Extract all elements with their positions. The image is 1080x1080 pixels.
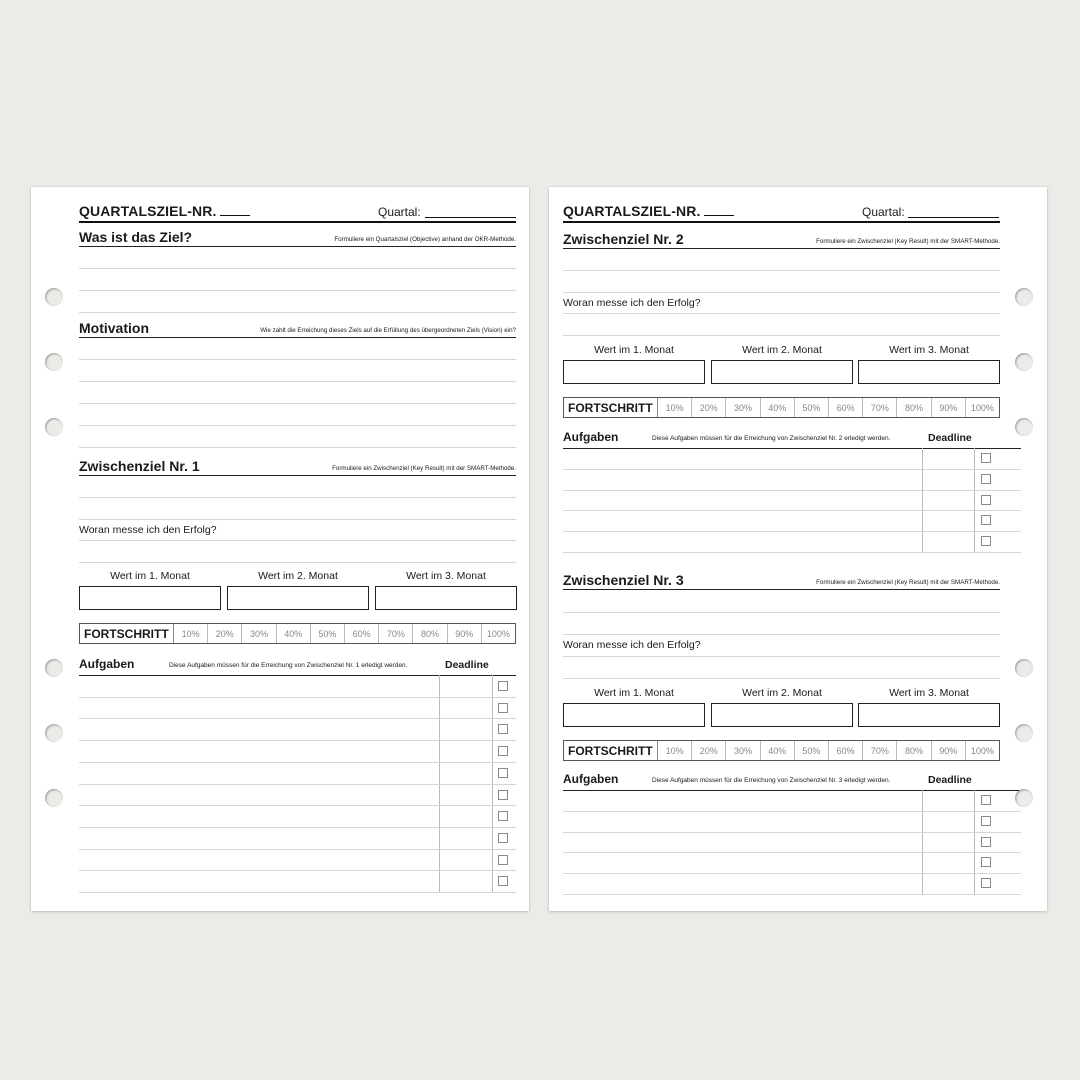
punch-hole: [1015, 353, 1033, 371]
task-checkbox[interactable]: [981, 837, 991, 847]
month-1-value-box[interactable]: [79, 586, 221, 610]
progress-step[interactable]: 80%: [413, 624, 447, 643]
progress-step[interactable]: 90%: [932, 398, 966, 417]
tasks-title: Aufgaben: [563, 430, 619, 444]
task-checkbox[interactable]: [981, 536, 991, 546]
goal-number-blank[interactable]: [704, 204, 734, 216]
check-divider: [974, 790, 975, 894]
task-checkbox[interactable]: [981, 495, 991, 505]
planner-page-left: [31, 187, 529, 911]
task-row[interactable]: [563, 531, 1021, 532]
progress-step[interactable]: 60%: [345, 624, 379, 643]
writing-line[interactable]: [79, 562, 516, 563]
writing-line[interactable]: [79, 359, 516, 360]
task-checkbox[interactable]: [498, 790, 508, 800]
task-row[interactable]: [563, 811, 1021, 812]
progress-step[interactable]: 30%: [726, 741, 760, 760]
progress-step[interactable]: 70%: [379, 624, 413, 643]
progress-step[interactable]: 30%: [242, 624, 276, 643]
writing-line[interactable]: [79, 540, 516, 541]
progress-label: FORTSCHRITT: [80, 624, 174, 643]
progress-step[interactable]: 70%: [863, 741, 897, 760]
task-checkbox[interactable]: [498, 703, 508, 713]
month-1-label: Wert im 1. Monat: [594, 687, 674, 699]
month-1-value-box[interactable]: [563, 703, 705, 727]
writing-line[interactable]: [563, 612, 1000, 613]
quartal-label: Quartal:: [378, 205, 421, 219]
writing-line[interactable]: [563, 634, 1000, 635]
milestone-1-question: Woran messe ich den Erfolg?: [79, 524, 217, 536]
task-row[interactable]: [79, 870, 516, 871]
writing-line[interactable]: [79, 497, 516, 498]
progress-step[interactable]: 40%: [761, 398, 795, 417]
task-checkbox[interactable]: [498, 746, 508, 756]
task-row[interactable]: [563, 469, 1021, 470]
writing-line[interactable]: [79, 425, 516, 426]
writing-line[interactable]: [79, 519, 516, 520]
tasks-title: Aufgaben: [563, 772, 619, 786]
milestone-2-rule: [563, 248, 1000, 249]
task-row[interactable]: [563, 832, 1021, 833]
task-row[interactable]: [79, 718, 516, 719]
task-row[interactable]: [563, 852, 1021, 853]
milestone-3-title: Zwischenziel Nr. 3: [563, 572, 684, 588]
deadline-label: Deadline: [928, 432, 972, 444]
tasks-hint: Diese Aufgaben müssen für die Erreichung von Zwischenziel Nr. 1 erledigt werden.: [169, 662, 408, 669]
deadline-divider: [922, 790, 923, 894]
month-2-label: Wert im 2. Monat: [258, 570, 338, 582]
goal-number-heading: [563, 203, 734, 219]
progress-step[interactable]: 40%: [277, 624, 311, 643]
task-checkbox[interactable]: [981, 878, 991, 888]
goal-number-label: QUARTALSZIEL-NR.: [563, 203, 701, 219]
header-rule: [563, 221, 1000, 223]
task-row[interactable]: [79, 827, 516, 828]
tasks-hint: Diese Aufgaben müssen für die Erreichung von Zwischenziel Nr. 2 erledigt werden.: [652, 435, 891, 442]
writing-line[interactable]: [563, 335, 1000, 336]
month-2-label: Wert im 2. Monat: [742, 344, 822, 356]
punch-hole: [45, 288, 63, 306]
task-row[interactable]: [563, 510, 1021, 511]
month-3-label: Wert im 3. Monat: [889, 687, 969, 699]
progress-step[interactable]: 80%: [897, 741, 931, 760]
progress-step[interactable]: 100%: [486, 628, 510, 639]
progress-bar: [563, 740, 1000, 761]
quartal-blank[interactable]: [908, 217, 999, 218]
writing-line[interactable]: [79, 403, 516, 404]
planner-page-right: [549, 187, 1047, 911]
progress-step[interactable]: 70%: [863, 398, 897, 417]
writing-line[interactable]: [79, 312, 516, 313]
progress-bar: [79, 623, 516, 644]
month-3-value-box[interactable]: [375, 586, 517, 610]
progress-step[interactable]: 50%: [795, 398, 829, 417]
punch-hole: [45, 789, 63, 807]
milestone-2-title: Zwischenziel Nr. 2: [563, 231, 684, 247]
goal-rule: [79, 246, 516, 247]
tasks-hint: Diese Aufgaben müssen für die Erreichung von Zwischenziel Nr. 3 erledigt werden.: [652, 777, 891, 784]
punch-hole: [1015, 418, 1033, 436]
deadline-label: Deadline: [445, 659, 489, 671]
writing-line[interactable]: [563, 270, 1000, 271]
punch-hole: [45, 418, 63, 436]
goal-number-heading: [79, 203, 250, 219]
task-row[interactable]: [79, 784, 516, 785]
milestone-3-question: Woran messe ich den Erfolg?: [563, 639, 701, 651]
goal-hint: Formuliere ein Quartalsziel (Objective) anhand der OKR-Methode.: [334, 236, 516, 243]
tasks-rule: [563, 448, 1021, 449]
progress-step[interactable]: 80%: [897, 398, 931, 417]
month-3-label: Wert im 3. Monat: [406, 570, 486, 582]
month-2-value-box[interactable]: [227, 586, 369, 610]
task-checkbox[interactable]: [498, 833, 508, 843]
header-rule: [79, 221, 516, 223]
goal-title: Was ist das Ziel?: [79, 229, 193, 245]
task-row[interactable]: [79, 762, 516, 763]
task-checkbox[interactable]: [981, 474, 991, 484]
milestone-1-hint: Formuliere ein Zwischenziel (Key Result) mit der SMART-Methode.: [332, 465, 516, 472]
task-row[interactable]: [79, 697, 516, 698]
month-3-label: Wert im 3. Monat: [889, 344, 969, 356]
task-checkbox[interactable]: [981, 816, 991, 826]
deadline-divider: [922, 448, 923, 552]
deadline-label: Deadline: [928, 774, 972, 786]
milestone-1-rule: [79, 475, 516, 476]
task-checkbox[interactable]: [498, 811, 508, 821]
month-1-label: Wert im 1. Monat: [594, 344, 674, 356]
progress-step[interactable]: 60%: [829, 398, 863, 417]
progress-step[interactable]: 40%: [761, 741, 795, 760]
task-row[interactable]: [563, 894, 1021, 895]
progress-step[interactable]: 20%: [692, 741, 726, 760]
month-1-label: Wert im 1. Monat: [110, 570, 190, 582]
tasks-rule: [563, 790, 1021, 791]
goal-number-label: QUARTALSZIEL-NR.: [79, 203, 217, 219]
writing-line[interactable]: [79, 447, 516, 448]
month-1-value-box[interactable]: [563, 360, 705, 384]
punch-hole: [1015, 789, 1033, 807]
task-checkbox[interactable]: [981, 857, 991, 867]
task-row[interactable]: [563, 552, 1021, 553]
punch-hole: [45, 724, 63, 742]
milestone-2-hint: Formuliere ein Zwischenziel (Key Result) mit der SMART-Methode.: [816, 238, 1000, 245]
punch-hole: [1015, 288, 1033, 306]
progress-bar: [563, 397, 1000, 418]
tasks-rule: [79, 675, 516, 676]
progress-step[interactable]: 10%: [658, 741, 692, 760]
progress-step[interactable]: 10%: [174, 624, 208, 643]
progress-step[interactable]: 90%: [448, 624, 482, 643]
progress-step[interactable]: 30%: [726, 398, 760, 417]
writing-line[interactable]: [563, 678, 1000, 679]
milestone-3-rule: [563, 589, 1000, 590]
progress-step[interactable]: 20%: [208, 624, 242, 643]
task-row[interactable]: [79, 892, 516, 893]
punch-hole: [1015, 724, 1033, 742]
check-divider: [974, 448, 975, 552]
task-row[interactable]: [79, 805, 516, 806]
progress-step[interactable]: 10%: [658, 398, 692, 417]
writing-line[interactable]: [79, 268, 516, 269]
task-checkbox[interactable]: [498, 855, 508, 865]
goal-number-blank[interactable]: [220, 204, 250, 216]
progress-label: FORTSCHRITT: [564, 741, 658, 760]
month-2-value-box[interactable]: [711, 703, 853, 727]
quartal-blank[interactable]: [425, 217, 516, 218]
task-checkbox[interactable]: [498, 768, 508, 778]
month-2-label: Wert im 2. Monat: [742, 687, 822, 699]
task-row[interactable]: [563, 873, 1021, 874]
task-checkbox[interactable]: [981, 453, 991, 463]
task-row[interactable]: [79, 740, 516, 741]
milestone-3-hint: Formuliere ein Zwischenziel (Key Result) mit der SMART-Methode.: [816, 579, 1000, 586]
writing-line[interactable]: [563, 313, 1000, 314]
motivation-hint: Wie zahlt die Erreichung dieses Ziels auf die Erfüllung des übergeordneten Ziels (Vision) ein?: [260, 327, 516, 334]
writing-line[interactable]: [79, 290, 516, 291]
month-3-value-box[interactable]: [858, 703, 1000, 727]
writing-line[interactable]: [563, 656, 1000, 657]
progress-step[interactable]: 100%: [970, 745, 994, 756]
motivation-title: Motivation: [79, 320, 149, 336]
punch-hole: [1015, 659, 1033, 677]
progress-label: FORTSCHRITT: [564, 398, 658, 417]
task-row[interactable]: [79, 849, 516, 850]
writing-line[interactable]: [79, 381, 516, 382]
milestone-2-question: Woran messe ich den Erfolg?: [563, 297, 701, 309]
progress-step[interactable]: 90%: [932, 741, 966, 760]
milestone-1-title: Zwischenziel Nr. 1: [79, 458, 200, 474]
tasks-title: Aufgaben: [79, 657, 135, 671]
progress-step[interactable]: 100%: [970, 402, 994, 413]
punch-hole: [45, 659, 63, 677]
task-row[interactable]: [563, 490, 1021, 491]
task-checkbox[interactable]: [498, 876, 508, 886]
quartal-label: Quartal:: [862, 205, 905, 219]
task-checkbox[interactable]: [498, 681, 508, 691]
task-checkbox[interactable]: [981, 795, 991, 805]
progress-step[interactable]: 20%: [692, 398, 726, 417]
month-2-value-box[interactable]: [711, 360, 853, 384]
task-checkbox[interactable]: [498, 724, 508, 734]
punch-hole: [45, 353, 63, 371]
progress-step[interactable]: 50%: [795, 741, 829, 760]
task-checkbox[interactable]: [981, 515, 991, 525]
progress-step[interactable]: 60%: [829, 741, 863, 760]
progress-step[interactable]: 50%: [311, 624, 345, 643]
month-3-value-box[interactable]: [858, 360, 1000, 384]
motivation-rule: [79, 337, 516, 338]
writing-line[interactable]: [563, 292, 1000, 293]
